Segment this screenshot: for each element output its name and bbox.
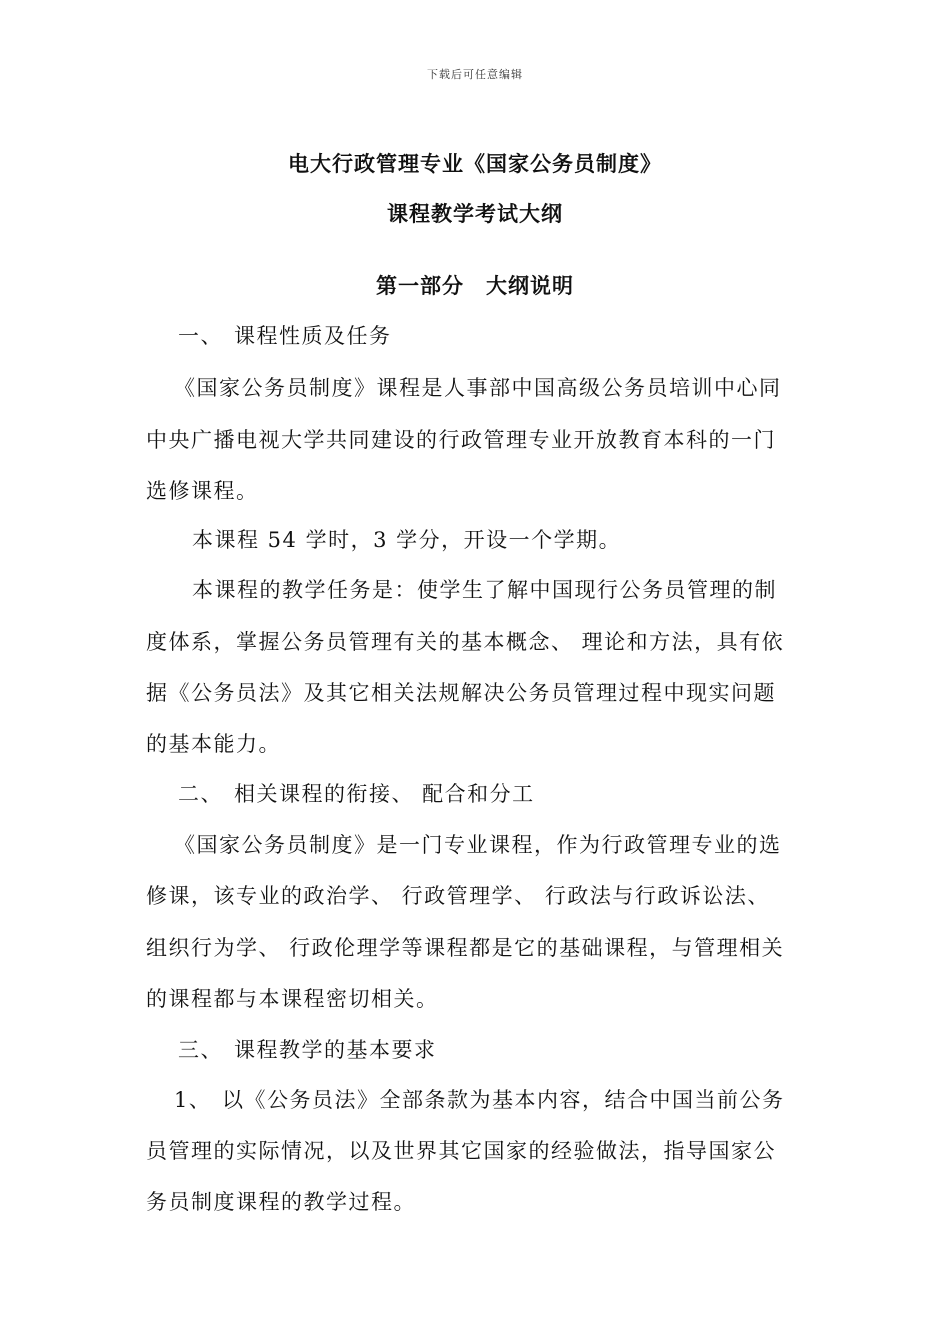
paragraph-line: 的基本能力。: [146, 732, 281, 756]
header-note: 下载后可任意编辑: [427, 68, 523, 81]
document-subtitle: 课程教学考试大纲: [387, 202, 563, 226]
paragraph-line: 修课，该专业的政治学、 行政管理学、 行政法与行政诉讼法、: [146, 884, 770, 908]
paragraph-line: 组织行为学、 行政伦理学等课程都是它的基础课程，与管理相关: [146, 936, 785, 960]
section-heading-2: [178, 778, 535, 808]
part-heading: 第一部分 大纲说明: [376, 274, 574, 298]
paragraph-line: 《国家公务员制度》课程是人事部中国高级公务员培训中心同: [174, 376, 782, 400]
section-number: 二、: [178, 782, 223, 806]
paragraph-line: 务员制度课程的教学过程。: [146, 1190, 416, 1214]
paragraph-line: 本课程的教学任务是：使学生了解中国现行公务员管理的制: [192, 578, 777, 602]
paragraph-line: 据《公务员法》及其它相关法规解决公务员管理过程中现实问题: [146, 681, 776, 705]
paragraph-line: 度体系，掌握公务员管理有关的基本概念、 理论和方法，具有依: [146, 630, 785, 654]
list-item-text: 以《公务员法》全部条款为基本内容，结合中国当前公务: [222, 1088, 785, 1112]
section-title: 课程性质及任务: [234, 324, 392, 348]
section-number: 一、: [178, 324, 223, 348]
paragraph-line: 员管理的实际情况，以及世界其它国家的经验做法，指导国家公: [146, 1139, 776, 1163]
document-title: 电大行政管理专业《国家公务员制度》: [288, 152, 662, 176]
paragraph-line: 选修课程。: [146, 479, 259, 503]
section-title: 课程教学的基本要求: [234, 1038, 437, 1062]
section-number: 三、: [178, 1038, 223, 1062]
paragraph-line: 《国家公务员制度》是一门专业课程，作为行政管理专业的选: [174, 833, 782, 857]
list-item-1: [174, 1084, 785, 1114]
section-heading-1: [178, 320, 392, 350]
paragraph-line: 的课程都与本课程密切相关。: [146, 987, 439, 1011]
section-title: 相关课程的衔接、 配合和分工: [234, 782, 535, 806]
section-heading-3: [178, 1034, 437, 1064]
paragraph-line: 本课程 54 学时，3 学分，开设一个学期。: [192, 528, 622, 552]
list-number: 1、: [174, 1088, 212, 1112]
paragraph-line: 中央广播电视大学共同建设的行政管理专业开放教育本科的一门: [146, 428, 776, 452]
